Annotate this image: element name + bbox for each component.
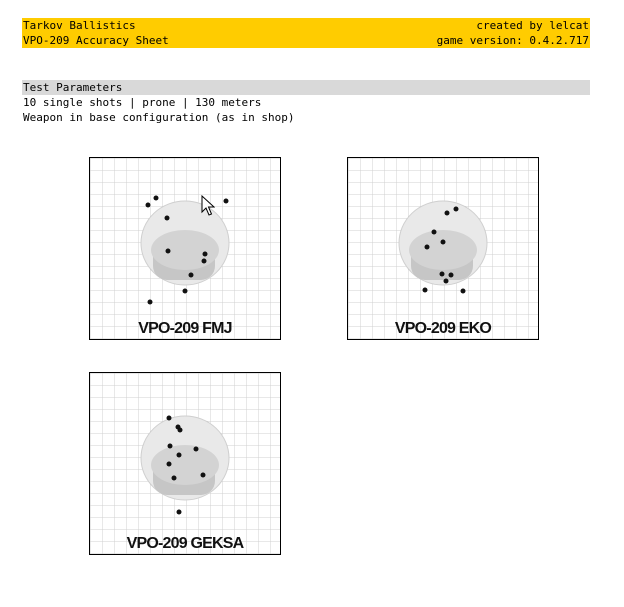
shot-hole bbox=[203, 252, 208, 257]
test-parameters-config: Weapon in base configuration (as in shop) bbox=[23, 111, 295, 124]
shot-hole bbox=[178, 428, 183, 433]
shot-hole bbox=[183, 289, 188, 294]
app-title: Tarkov Ballistics bbox=[23, 19, 136, 32]
sheet-title: VPO-209 Accuracy Sheet bbox=[23, 34, 169, 47]
shot-hole bbox=[148, 300, 153, 305]
target-label-geksa: VPO-209 GEKSA bbox=[126, 535, 244, 552]
shot-hole bbox=[454, 207, 459, 212]
shot-hole bbox=[423, 288, 428, 293]
shot-hole bbox=[432, 230, 437, 235]
sheet-header bbox=[22, 18, 590, 48]
shot-hole bbox=[445, 211, 450, 216]
shot-hole bbox=[444, 279, 449, 284]
silhouette-fmj bbox=[141, 201, 229, 285]
shot-hole bbox=[194, 447, 199, 452]
test-parameters-shots: 10 single shots | prone | 130 meters bbox=[23, 96, 262, 109]
shot-hole bbox=[167, 416, 172, 421]
shot-hole bbox=[461, 289, 466, 294]
target-label-fmj: VPO-209 FMJ bbox=[138, 320, 232, 337]
shot-hole bbox=[177, 453, 182, 458]
shot-hole bbox=[189, 273, 194, 278]
shot-hole bbox=[441, 240, 446, 245]
shot-hole bbox=[449, 273, 454, 278]
shot-hole bbox=[167, 462, 172, 467]
shot-hole bbox=[168, 444, 173, 449]
shot-hole bbox=[201, 473, 206, 478]
shot-hole bbox=[165, 216, 170, 221]
test-parameters-heading: Test Parameters bbox=[22, 80, 590, 95]
target-card-geksa bbox=[89, 372, 281, 555]
shot-hole bbox=[166, 249, 171, 254]
target-card-eko bbox=[347, 157, 539, 340]
target-grid-geksa bbox=[90, 373, 280, 554]
game-version: game version: 0.4.2.717 bbox=[436, 34, 589, 47]
shot-hole bbox=[425, 245, 430, 250]
silhouette-geksa bbox=[141, 416, 229, 500]
target-label-eko: VPO-209 EKO bbox=[394, 320, 492, 337]
shot-hole bbox=[154, 196, 159, 201]
shot-hole bbox=[224, 199, 229, 204]
target-grid-fmj bbox=[90, 158, 280, 339]
credit-text: created by lelcat bbox=[476, 19, 589, 32]
target-card-fmj bbox=[89, 157, 281, 340]
shot-hole bbox=[177, 510, 182, 515]
shot-hole bbox=[440, 272, 445, 277]
shot-hole bbox=[172, 476, 177, 481]
shot-hole bbox=[146, 203, 151, 208]
shot-hole bbox=[202, 259, 207, 264]
mouse-pointer-icon bbox=[201, 195, 215, 217]
target-grid-eko bbox=[348, 158, 538, 339]
